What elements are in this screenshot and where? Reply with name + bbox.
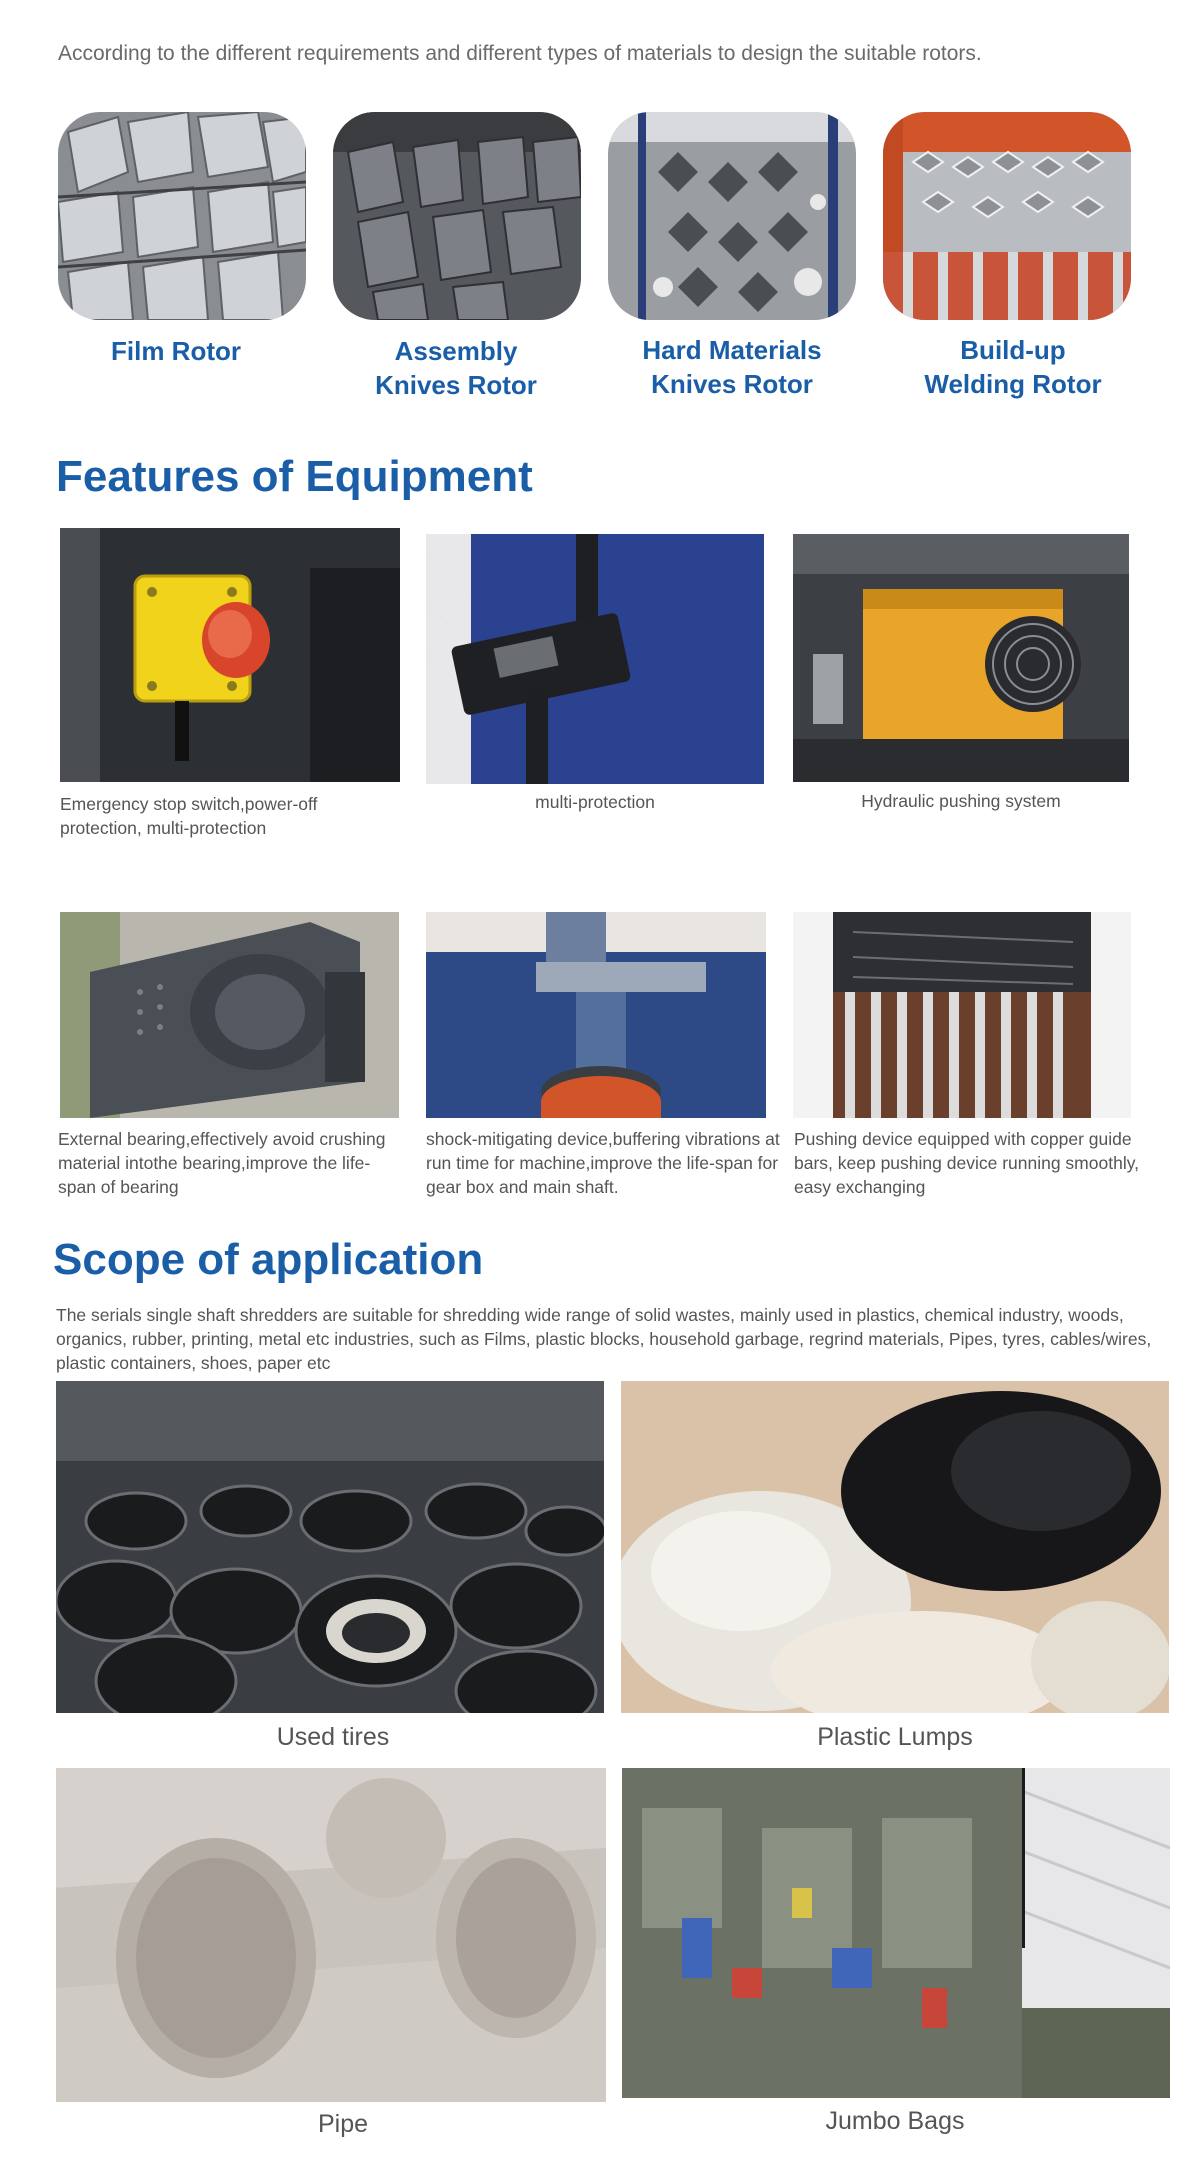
hydraulic-pushing-photo bbox=[793, 534, 1129, 782]
multi-protection-photo bbox=[426, 534, 764, 784]
intro-text: According to the different requirements and different types of materials to design the suitable rotors. bbox=[58, 42, 982, 65]
used-tires-photo bbox=[56, 1381, 604, 1713]
feature-caption-hydraulic: Hydraulic pushing system bbox=[861, 791, 1061, 811]
build-up-welding-rotor-image bbox=[883, 112, 1131, 320]
rotor-label-line: Hard Materials bbox=[642, 335, 822, 365]
rotor-label-film bbox=[36, 334, 316, 368]
assembly-knives-rotor-image bbox=[333, 112, 581, 320]
app-label-jumbo-bags: Jumbo Bags bbox=[825, 2107, 965, 2135]
rotor-label-line: Assembly bbox=[394, 336, 518, 366]
rotor-label-build-up bbox=[873, 333, 1153, 401]
feature-caption-external-bearing: External bearing,effectively avoid crushing material intothe bearing,improve the life-span of bearing bbox=[58, 1129, 386, 1197]
film-rotor-image bbox=[58, 112, 306, 320]
feature-caption-emergency-stop: Emergency stop switch,power-off protection, multi-protection bbox=[60, 794, 318, 838]
rotor-label-line: Knives Rotor bbox=[651, 369, 813, 399]
scope-title: Scope of application bbox=[53, 1235, 484, 1284]
app-label-used-tires: Used tires bbox=[276, 1723, 390, 1751]
external-bearing-photo bbox=[60, 912, 399, 1118]
pipe-photo bbox=[56, 1768, 606, 2102]
shock-mitigating-photo bbox=[426, 912, 766, 1118]
app-label-pipe: Pipe bbox=[317, 2110, 369, 2138]
hard-materials-knives-rotor-image bbox=[608, 112, 856, 320]
feature-caption-multi-protection: multi-protection bbox=[535, 792, 655, 812]
feature-caption-shock-mitigating: shock-mitigating device,buffering vibrations at run time for machine,improve the life-span for gear box and main shaft. bbox=[426, 1129, 780, 1197]
rotor-label-assembly bbox=[316, 334, 596, 402]
rotor-label-line: Build-up bbox=[960, 335, 1066, 365]
scope-description: The serials single shaft shredders are suitable for shredding wide range of solid wastes, mainly used in plastics, chemical industry, woods, organics, rubber, printing, metal etc industries, such as Films, plastic blocks, household garbage, regrind materials, Pipes, tyres, cables/wires, plastic containers, shoes, paper etc bbox=[56, 1305, 1152, 1373]
plastic-lumps-photo bbox=[621, 1381, 1169, 1713]
rotor-label-hard-materials bbox=[592, 333, 872, 401]
jumbo-bags-photo bbox=[622, 1768, 1170, 2098]
emergency-stop-photo bbox=[60, 528, 400, 782]
features-title: Features of Equipment bbox=[56, 452, 533, 501]
rotor-label-line: Knives Rotor bbox=[375, 370, 537, 400]
pushing-device-photo bbox=[793, 912, 1131, 1118]
app-label-plastic-lumps: Plastic Lumps bbox=[817, 1723, 973, 1751]
rotor-label-line: Film Rotor bbox=[111, 336, 241, 366]
feature-caption-pushing-device: Pushing device equipped with copper guide bars, keep pushing device running smoothly, easy exchanging bbox=[794, 1129, 1140, 1197]
rotor-label-line: Welding Rotor bbox=[924, 369, 1102, 399]
